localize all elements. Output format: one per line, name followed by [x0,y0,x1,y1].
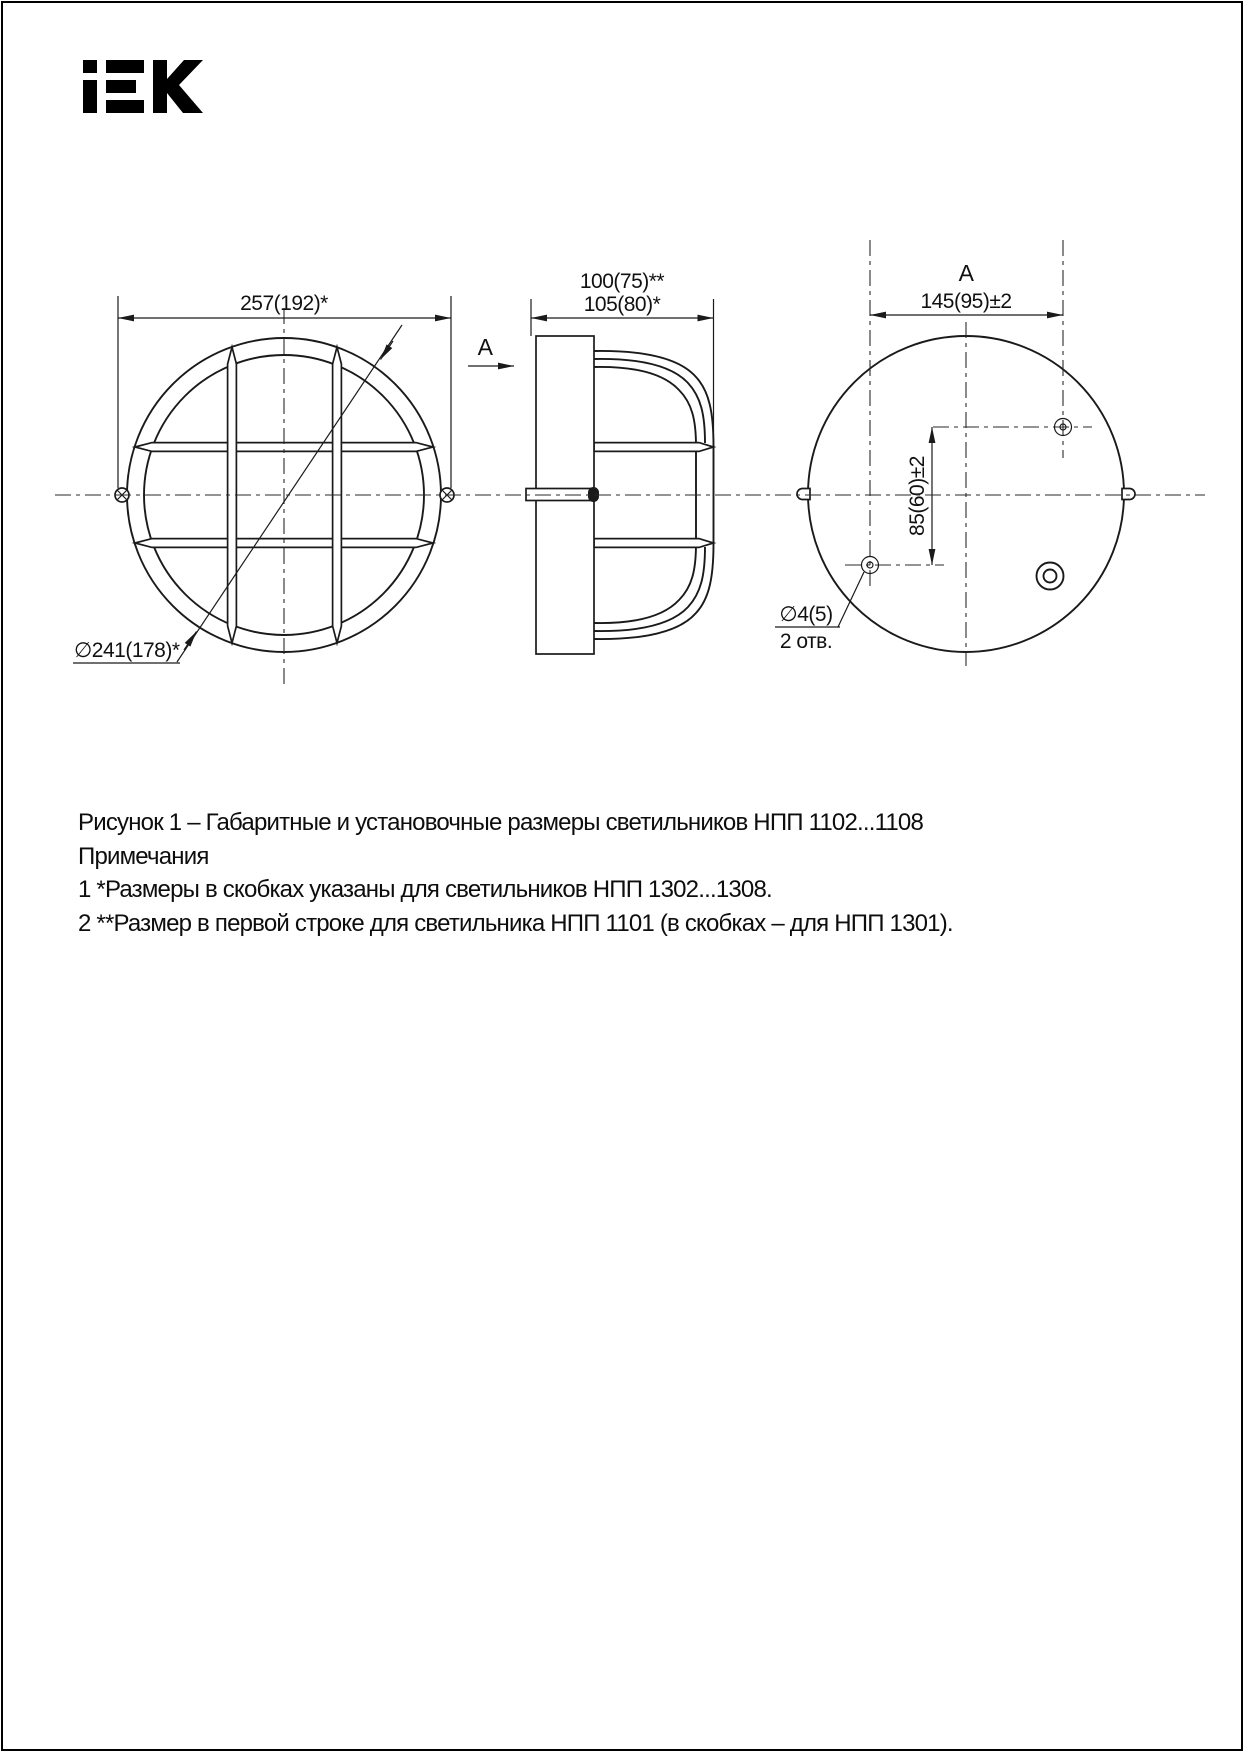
dimension-drawing [0,0,1244,760]
figure-caption [78,806,1018,940]
rear-mounting-width-dimension [870,290,1063,315]
view-a-direction [468,334,514,366]
caption-title: Рисунок 1 – Габаритные и установочные размеры светильников НПП 1102...1108 [78,809,924,836]
caption-note-2: 2 **Размер в первой строке для светильника НПП 1101 (в скобках – для НПП 1301). [78,909,953,937]
side-grille-bar [594,539,714,548]
rear-view-label: A [958,260,974,286]
view-a-arrow-label: A [477,334,493,360]
hole-diameter-callout [775,572,864,653]
side-grille-bar [594,443,714,452]
rear-view-drawing [775,240,1135,666]
caption-notes-heading: Примечания [78,842,209,870]
hole-count-label: 2 отв. [779,630,833,653]
rear-mounting-height-label: 85(60)±2 [906,456,929,536]
hole-diameter-label: ∅4(5) [779,603,833,626]
rear-mounting-width-label: 145(95)±2 [920,290,1012,313]
rear-mounting-height-dimension [906,427,932,565]
side-view-drawing [526,270,714,654]
side-depth-dim-label-2: 105(80)* [583,293,661,316]
front-diameter-label: ∅241(178)* [74,639,180,662]
rear-latch-tab-left [797,489,810,500]
front-width-dim-label: 257(192)* [240,292,328,315]
front-view-drawing [73,292,514,688]
cable-entry-hole [1037,563,1064,590]
side-depth-dim-label-1: 100(75)** [579,270,665,293]
caption-note-1: 1 *Размеры в скобках указаны для светильников НПП 1302...1308. [78,876,772,903]
rear-latch-tab-right [1122,489,1135,500]
